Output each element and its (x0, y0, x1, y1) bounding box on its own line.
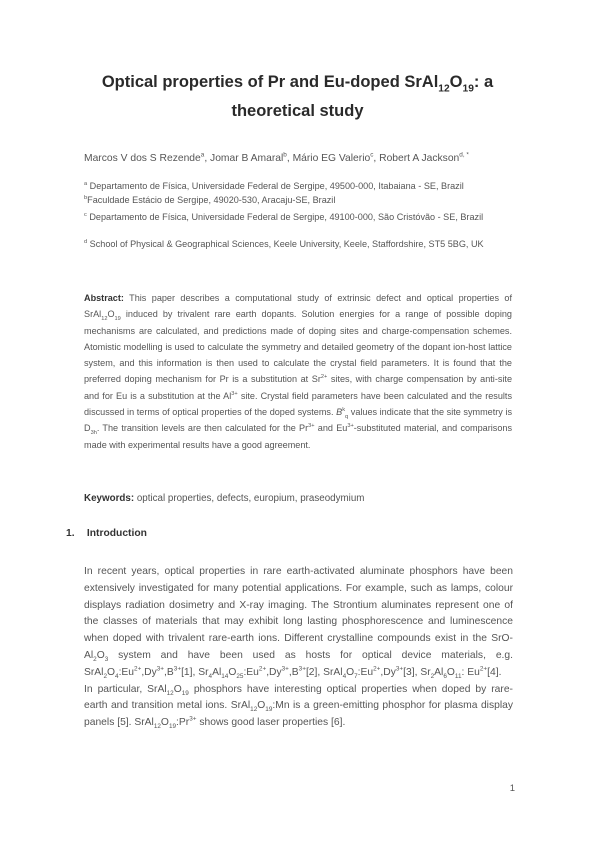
affiliation-d: $^d$ School of Physical & Geographical Sciences, Keele University, Keele, Staffordshire, ST5 5BG, UK (84, 238, 484, 249)
author-name: Jomar B Amaral (210, 153, 284, 164)
introduction-body (84, 564, 513, 732)
section-heading-introduction: 1. Introduction (66, 528, 147, 539)
keywords-label: Keywords: (84, 493, 135, 504)
paragraph: In particular, $SrAl_{12}O_{19}$ phosphors have interesting optical properties when doped by rare-earth and transition metal ions. $SrAl_{12}O_{19}:Mn$ is a green-emitting phosphor for plasma display panels [5]. $SrAl_{12}O_{19}:Pr^{3+}$ shows good laser properties [6]. (84, 683, 514, 731)
page-number: 1 (509, 783, 515, 794)
abstract: Abstract: This paper describes a computational study of extrinsic defect and optical properties of $SrAl_{12}O_{19}$ induced by trivalent rare earth dopants. Solution energies for a range of possible doping mechanisms are calculated, and predictions made of doping sites and charge-compensation schemes. Atomistic modelling is used to calculate the symmetry and detailed geometry of the dopant ion-host lattice system, and this information is then used to calculate the crystal field parameters. It is found that the preferred doping mechanism for Pr is a substitution at $Sr^{2+}$ sites, with charge compensation by anti-site and for Eu is a substitution at the $Al^{3+}$ site. Crystal field parameters have been calculated and the results discussed in terms of optical properties of the doped systems. $B^k_q$ values indicate that the site symmetry is $D_{3h}$. The transition levels are then calculated for the $Pr^{3+}$ and $Eu^{3+}$-substituted material, and comparisons made with experimental results have a good agreement. (84, 293, 513, 450)
author-name: Marcos V dos S Rezende (84, 153, 201, 164)
paragraph: In recent years, optical properties in rare earth-activated aluminate phosphors have been extensively investigated for many potential applications. For example, such as lamps, colour displays radiation dosimetry and X-ray imaging. The Strontium aluminates represent one of the classes of materials that may exhibit long lasting phosphorescence and luminescence when doped with trivalent rare-earth ions. Different crystalline compounds exist in the SrO-$Al_2O_3$ system and have been used as hosts for optical device materials, e.g. $SrAl_2O_4:Eu^{2+},Dy^{3+},B^{3+}[1]$, $Sr_4Al_{14}O_{25}:Eu^{2+},Dy^{3+},B^{3+}[2]$, $SrAl_4O_7:Eu^{2+},Dy^{3+}[3]$, $Sr_2Al_6O_{11}$: $Eu^{2+}[4]$. (84, 566, 513, 680)
keywords: Keywords: optical properties, defects, europium, praseodymium (84, 493, 365, 504)
affiliation-b: $^b$Faculdade Estácio de Sergipe, 49020-530, Aracaju-SE, Brazil (84, 194, 336, 205)
paper-title: Optical properties of Pr and Eu-doped $SrAl_{12}O_{19}$: a theoretical study (101, 73, 494, 120)
affiliation-a: $^a$ Departamento de Física, Universidade Federal de Sergipe, 49500-000, Itabaiana - SE, Brazil (84, 180, 464, 191)
abstract-label: Abstract: (84, 293, 124, 303)
affiliation-c: $^c$ Departamento de Física, Universidade Federal de Sergipe, 49100-000, São Cristóvão - SE, Brazil (84, 211, 484, 222)
author-name: Mário EG Valerio (292, 153, 371, 164)
author-name: Robert A Jackson (379, 153, 460, 164)
author-list: Marcos V dos S Rezende$^a$, Jomar B Amaral$^b$, Mário EG Valerio$^c$, Robert A Jackson$^{d, *}$ (84, 151, 469, 164)
